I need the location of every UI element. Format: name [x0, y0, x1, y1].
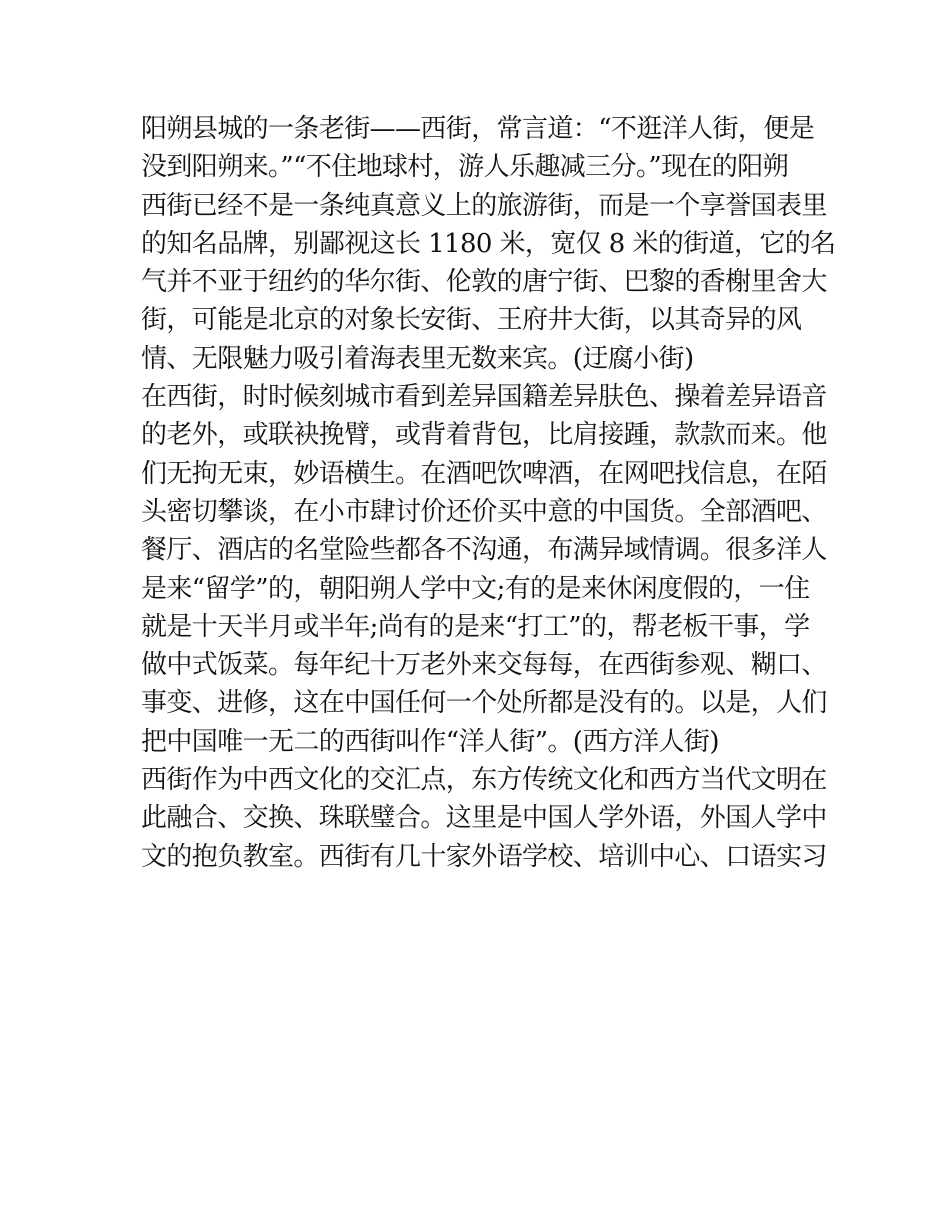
text-line: 西街已经不是一条纯真意义上的旅游街，而是一个享誉国表里	[141, 190, 827, 221]
text-line: 们无拘无束，妙语横生。在酒吧饮啤酒，在网吧找信息，在陌	[141, 458, 827, 489]
text-line: 的知名品牌，别鄙视这长 1180 米，宽仅 8 米的街道，它的名	[141, 228, 836, 259]
text-line: 西街作为中西文化的交汇点，东方传统文化和西方当代文明在	[141, 765, 827, 796]
text-line: 事变、进修，这在中国任何一个处所都是没有的。以是，人们	[141, 688, 827, 719]
text-line: 文的抱负教室。西街有几十家外语学校、培训中心、口语实习	[141, 841, 827, 872]
text-line: 阳朔县城的一条老街——西街，常言道：“不逛洋人街，便是	[141, 114, 815, 144]
text-line: 气并不亚于纽约的华尔街、伦敦的唐宁街、巴黎的香榭里舍大	[141, 267, 827, 298]
text-line: 餐厅、酒店的名堂险些都各不沟通，布满异域情调。很多洋人	[141, 535, 827, 566]
text-line: 是来“留学”的，朝阳朔人学中文;有的是来休闲度假的，一住	[141, 573, 810, 604]
body-text	[141, 110, 836, 876]
text-line: 没到阳朔来。”“不住地球村，游人乐趣减三分。”现在的阳朔	[141, 152, 789, 183]
text-line: 街，可能是北京的对象长安街、王府井大街，以其奇异的风	[141, 305, 802, 336]
text-line: 把中国唯一无二的西街叫作“洋人街”。(西方洋人街)	[141, 726, 719, 757]
text-line: 此融合、交换、珠联璧合。这里是中国人学外语，外国人学中	[141, 803, 827, 834]
text-line: 情、无限魅力吸引着海表里无数来宾。(迂腐小街)	[141, 343, 694, 374]
text-line: 头密切攀谈，在小市肆讨价还价买中意的中国货。全部酒吧、	[141, 496, 827, 527]
text-line: 在西街，时时候刻城市看到差异国籍差异肤色、操着差异语音	[141, 382, 827, 413]
text-line: 的老外，或联袂挽臂，或背着背包，比肩接踵，款款而来。他	[141, 420, 827, 451]
text-line: 做中式饭菜。每年纪十万老外来交每每，在西街参观、糊口、	[141, 650, 827, 681]
text-line: 就是十天半月或半年;尚有的是来“打工”的，帮老板干事，学	[141, 611, 810, 642]
